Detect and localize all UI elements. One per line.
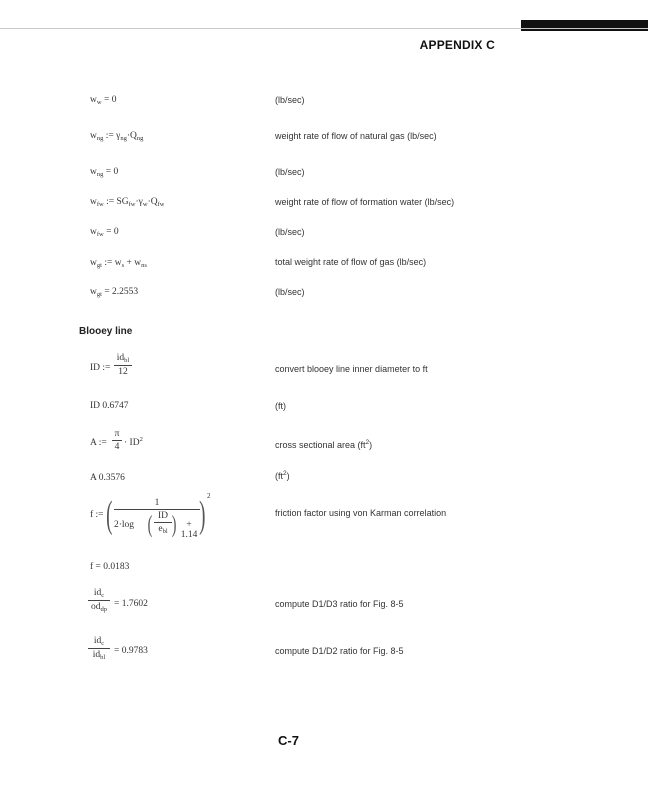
page-number: C-7 bbox=[278, 733, 299, 748]
eq-id-def-lhs: ID := bbox=[90, 363, 111, 373]
eq-wfw-value: $w_{fw} = 0$ bbox=[90, 227, 119, 238]
eq-wgt-value-note: (lb/sec) bbox=[275, 287, 305, 297]
friction-right-paren: ) bbox=[199, 494, 206, 536]
eq-friction-value: f = 0.0183 bbox=[90, 562, 130, 572]
eq-id-def-fraction: $id_{bl}$ 12 bbox=[114, 353, 132, 377]
eq-ratio2-fraction: $id_c$ $id_{bl}$ bbox=[88, 636, 110, 661]
eq-friction-def-fraction: 1 2·log ( ID $e_{bl}$ ) + 1.14 bbox=[114, 498, 200, 543]
eq-wfw-def: $w_{fw}$ := $SG_{fw}\cdot\gamma_w\cdot Q_{fw}$ bbox=[90, 197, 165, 208]
eq-ratio1-fraction: $id_c$ $od_{dp}$ bbox=[88, 588, 110, 613]
eq-id-def-note: convert blooey line inner diameter to ft bbox=[275, 364, 428, 374]
eq-wgt-def: $w_{gt}$ := $w_s + w_{ns}$ bbox=[90, 258, 147, 269]
eq-ratio2-value: = 0.9783 bbox=[114, 646, 148, 656]
friction-left-paren: ( bbox=[106, 494, 113, 536]
eq-wng-def: $w_{ng}$ := $\gamma_{ng}\cdot Q_{ng}$ bbox=[90, 131, 144, 142]
appendix-label: APPENDIX C bbox=[419, 38, 495, 52]
eq-ww-value: $w_w = 0$ bbox=[90, 95, 117, 106]
eq-area-def-fraction: π 4 bbox=[112, 429, 122, 452]
header-bar bbox=[521, 20, 648, 31]
header-rule bbox=[0, 28, 648, 29]
eq-area-value: A 0.3576 bbox=[90, 473, 125, 483]
eq-wgt-value: $w_{gt} = 2.2553$ bbox=[90, 287, 139, 298]
eq-ratio1-note: compute D1/D3 ratio for Fig. 8-5 bbox=[275, 599, 404, 609]
eq-ratio2-note: compute D1/D2 ratio for Fig. 8-5 bbox=[275, 646, 404, 656]
eq-area-def-note: cross sectional area $(ft^2)$ bbox=[275, 439, 373, 450]
eq-friction-def-lhs: f := bbox=[90, 510, 104, 520]
eq-wgt-def-note: total weight rate of flow of gas (lb/sec) bbox=[275, 257, 427, 267]
section-heading-blooey-line: Blooey line bbox=[79, 326, 133, 337]
eq-id-value: ID 0.6747 bbox=[90, 401, 129, 411]
eq-id-value-note: (ft) bbox=[275, 401, 286, 411]
eq-friction-def-note: friction factor using von Karman correlation bbox=[275, 508, 447, 518]
eq-wng-def-note: weight rate of flow of natural gas (lb/sec) bbox=[275, 131, 437, 141]
eq-area-value-note: $(ft^2)$ bbox=[275, 470, 290, 481]
eq-wfw-value-note: (lb/sec) bbox=[275, 227, 305, 237]
eq-ww-note: (lb/sec) bbox=[275, 95, 305, 105]
eq-wng-value: $w_{ng} = 0$ bbox=[90, 167, 119, 178]
eq-ratio1-value: = 1.7602 bbox=[114, 599, 148, 609]
eq-area-def-lhs: A := bbox=[90, 438, 107, 448]
eq-wng-value-note: (lb/sec) bbox=[275, 167, 305, 177]
eq-wfw-def-note: weight rate of flow of formation water (lb/sec) bbox=[275, 197, 455, 207]
friction-outer-exponent: 2 bbox=[207, 492, 211, 500]
eq-area-def-tail: · $ID^2$ bbox=[124, 436, 143, 448]
